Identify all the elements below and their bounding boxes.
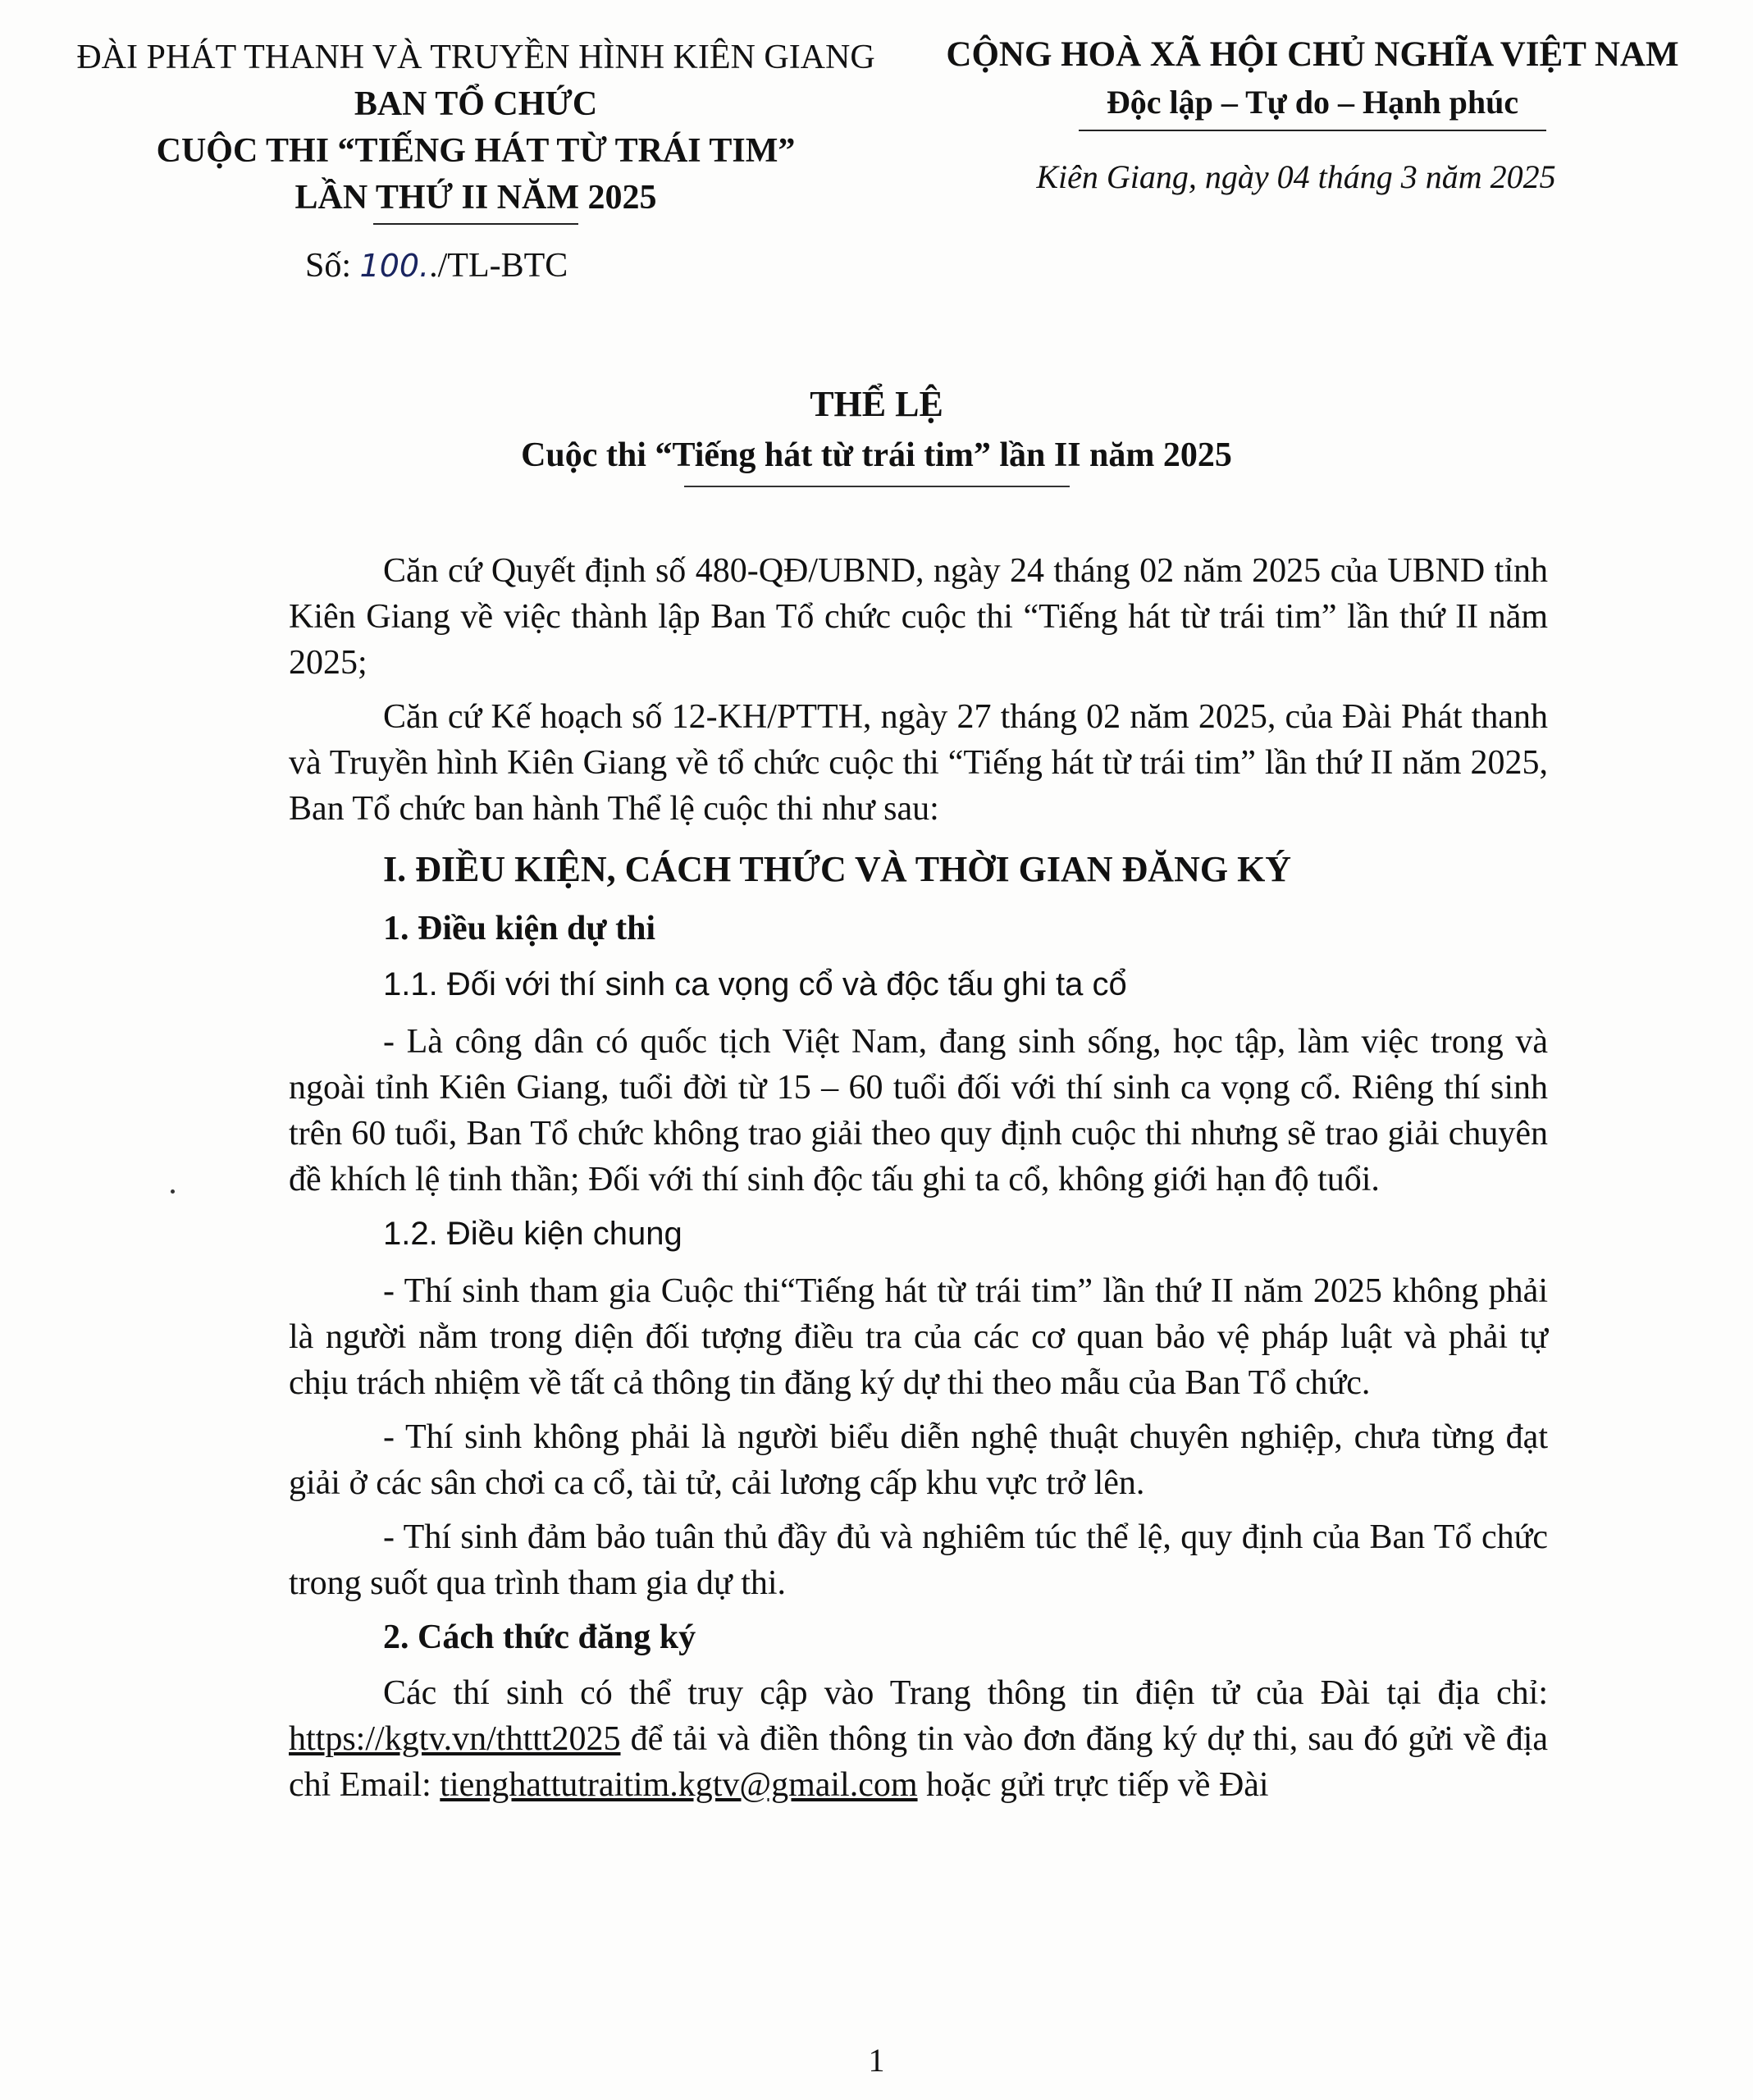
registration-text-a: Các thí sinh có thể truy cập vào Trang thông tin điện tử của Đài tại địa chỉ: [383, 1674, 1548, 1712]
paragraph-general-1: - Thí sinh tham gia Cuộc thi“Tiếng hát từ trái tim” lần thứ II năm 2025 không phải là người nằm trong diện đối tượng điều tra của các cơ quan bảo vệ pháp luật và phải tự chịu trách nhiệm về tất cả thông tin đăng ký dự thi theo mẫu của Ban Tổ chức. [289, 1272, 1548, 1402]
paragraph-basis-1: Căn cứ Quyết định số 480-QĐ/UBND, ngày 24 tháng 02 năm 2025 của UBND tỉnh Kiên Giang về việc thành lập Ban Tổ chức cuộc thi “Tiếng hát từ trái tim” lần thứ II năm 2025; [289, 552, 1548, 682]
motto-underline [1079, 130, 1546, 131]
title-underline [684, 486, 1070, 487]
national-title: CỘNG HOÀ XÃ HỘI CHỦ NGHĨA VIỆT NAM [946, 35, 1679, 74]
document-title [0, 379, 1753, 487]
issuer-edition: LẦN THỨ II NĂM 2025 [294, 179, 657, 217]
doc-no-handwritten: 100. [359, 248, 430, 284]
paragraph-eligibility: - Là công dân có quốc tịch Việt Nam, đang sinh sống, học tập, làm việc trong và ngoài tỉnh Kiên Giang, tuổi đời từ 15 – 60 tuổi đối với thí sinh ca vọng cổ. Riêng thí sinh trên 60 tuổi, Ban Tổ chức không trao giải theo quy định cuộc thi nhưng sẽ trao giải chuyên đề khích lệ tinh thần; Đối với thí sinh độc tấu ghi ta cổ, không giới hạn độ tuổi. [289, 1023, 1548, 1198]
registration-text-c: hoặc gửi trực tiếp về Đài [917, 1766, 1269, 1804]
scan-speck [171, 1189, 175, 1194]
national-block [919, 31, 1706, 131]
paragraph-registration [289, 1670, 1548, 1808]
registration-link[interactable]: https://kgtv.vn/thttt2025 [289, 1720, 621, 1758]
page-number: 1 [868, 2042, 885, 2079]
issuer-contest: CUỘC THI “TIẾNG HÁT TỪ TRÁI TIM” [156, 132, 796, 170]
heading-conditions: 1. Điều kiện dự thi [383, 910, 656, 947]
doc-no-suffix: ./TL-BTC [429, 247, 568, 285]
document-body [289, 548, 1548, 1816]
heading-registration: 2. Cách thức đăng ký [383, 1618, 696, 1656]
paragraph-general-3: - Thí sinh đảm bảo tuân thủ đầy đủ và nghiêm túc thể lệ, quy định của Ban Tổ chức trong suốt qua trình tham gia dự thi. [289, 1518, 1548, 1602]
title-main: THỂ LỆ [810, 384, 943, 424]
doc-no-prefix: Số: [305, 247, 360, 285]
registration-text-b: để tải và điền thông tin vào đơn đăng ký dự thi, sau đó gửi về địa chỉ Email: [289, 1720, 1548, 1804]
date-line: Kiên Giang, ngày 04 tháng 3 năm 2025 [1036, 158, 1556, 195]
issuer-org: ĐÀI PHÁT THANH VÀ TRUYỀN HÌNH KIÊN GIANG [76, 39, 875, 76]
paragraph-general-2: - Thí sinh không phải là người biểu diễn nghệ thuật chuyên nghiệp, chưa từng đạt giải ở các sân chơi ca cổ, tài tử, cải lương cấp khu vực trở lên. [289, 1418, 1548, 1502]
registration-email-link[interactable]: tienghattutraitim.kgtv@gmail.com [440, 1766, 918, 1804]
section-heading-1: I. ĐIỀU KIỆN, CÁCH THỨC VÀ THỜI GIAN ĐĂNG KÝ [383, 849, 1292, 889]
subheading-1-2: 1.2. Điều kiện chung [383, 1216, 682, 1252]
issuer-block [49, 34, 902, 225]
national-motto: Độc lập – Tự do – Hạnh phúc [1106, 84, 1519, 121]
paragraph-basis-2: Căn cứ Kế hoạch số 12-KH/PTTH, ngày 27 tháng 02 năm 2025, của Đài Phát thanh và Truyền hình Kiên Giang về tổ chức cuộc thi “Tiếng hát từ trái tim” lần thứ II năm 2025, Ban Tổ chức ban hành Thể lệ cuộc thi như sau: [289, 698, 1548, 828]
subheading-1-1: 1.1. Đối với thí sinh ca vọng cổ và độc tấu ghi ta cổ [383, 966, 1127, 1002]
document-number [305, 246, 568, 285]
issuer-underline [373, 223, 578, 225]
title-sub: Cuộc thi “Tiếng hát từ trái tim” lần II năm 2025 [521, 436, 1232, 474]
issuer-committee: BAN TỔ CHỨC [354, 85, 598, 123]
